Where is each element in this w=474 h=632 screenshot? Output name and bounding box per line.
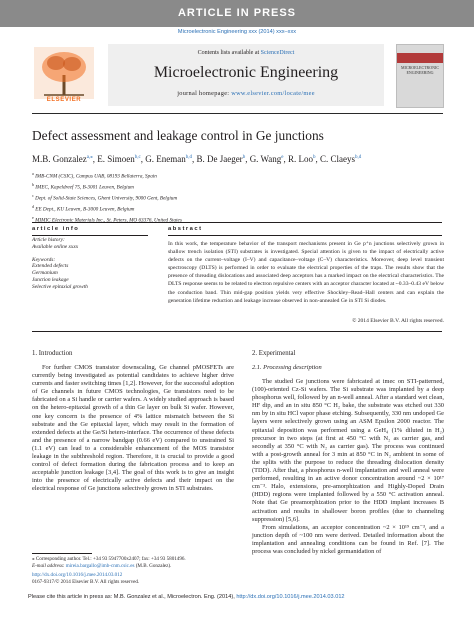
abstract-bottom-rule [32,331,442,332]
cite-this-article-line: Please cite this article in press as: M.B. Gonzalez et al., Microelectron. Eng. (2014), http://dx.doi.org/10.1016/j.mee.2014.03.012 [28,594,345,600]
article-info-panel [32,237,142,291]
footnote-rule [32,553,92,554]
abstract-sub-rule [168,235,442,236]
affiliation: $^e$ MIMIC Electronic Materials Inc., St. Peters, MO 63376, United States [32,214,182,224]
article-info-sub-rule [32,235,148,236]
journal-homepage-link[interactable]: www.elsevier.com/locate/mee [231,90,315,97]
cover-band [397,53,443,63]
experimental-paragraph: From simulations, an acceptor concentration ~2 × 10¹⁹ cm⁻³, and a junction depth of ~100 nm were derived. Detailed information about the implantation and annealing conditions can be found in Ref. [7]. The process was concluded by nickel germanidation of [252,523,444,555]
elsevier-tree-logo-icon [34,47,94,99]
article-info-top-rule [32,222,442,223]
history-value: Available online xxxx [32,243,79,250]
affiliation: $^b$ IMEC, Kapeldreef 75, B-3001 Leuven, Belgium [32,181,134,191]
keyword: Junction leakage [32,276,69,283]
email-link[interactable]: mireia.bargallo@imb-cnm.csic.es [65,562,135,569]
affiliations [32,170,442,225]
journal-masthead [32,41,443,114]
sciencedirect-link[interactable]: ScienceDirect [260,50,295,56]
intro-heading: 1. Introduction [32,350,73,357]
journal-cover-thumbnail [396,44,444,108]
intro-paragraph: For further CMOS transistor downscaling, Ge channel pMOSFETs are currently being investigated as potential candidates to achieve higher drive currents and faster switching times [1,2]. However, for the successful adoption of Ge channels in future CMOS technologies, Ge transistors need to be fabricated on a Si handle or carrier wafers. A widely studied approach is based on the hetero-epitaxial growth of a thin Ge layer on bulk Si wafer. However, one key concern is the presence of 4% lattice mismatch between the Si substrate and the Ge epitaxial layer, which may result in the formation of extended defects at the Ge/Si hetero-interface. The occurrence of these defects and the presence of a narrow bandgap (0.66 eV) compared to unstrained Si (1.1 eV) can lead to a considerable enhancement of the MOS transistor leakage in the subthreshold region. Therefore, it is crucial to provide a good control of defect formation during the fabrication process and to keep an acceptable junction leakage [3,4]. The goal of this work is to give an insight into the presence of electrically active defects and their impact on the electrical response of Ge junctions selectively grown in STI substrates. [32,364,234,493]
article-title: Defect assessment and leakage control in Ge junctions [32,128,324,143]
author: C. Claeys$^{b,d}$ [320,154,362,164]
author: G. Wang$^e$, [249,154,286,164]
article-in-press-banner: ARTICLE IN PRESS [0,0,474,27]
intro-body [32,364,234,494]
author: R. Loo$^b$, [288,154,318,164]
abstract-text: In this work, the temperature behavior of the transport mechanisms present in Ge p⁺n junctions selectively grown in shallow trench isolation (STI) substrates is investigated. Special attention is given to the impact of electrically active defects on the current–voltage (I–V) and capacitance–voltage (C–V) characteristics. Moreover, deep level transient spectroscopy (DLTS) is performed in order to evaluate the electrical properties of the traps. The results show that the presence of threading dislocations and associated deep acceptors has a marked impact on the electrical characteristics. The DLTS response seems to be related to electron repulsive centers with an acceptor character located at ~0.33–0.43 eV below the conduction band. Thin mid-gap position yields very effective Shockley–Read–Hall centers and can explain the generation lifetime reduction and leakage increase observed in non-annealed Ge in STI Si diodes. [168,241,444,304]
cover-title: MICROELECTRONIC ENGINEERING [401,65,439,75]
author-list [32,154,452,164]
keywords-label: Keywords: [32,256,56,263]
author: M.B. Gonzalez$^{a,⁎}$, [32,154,95,164]
elsevier-logo-text: ELSEVIER [46,97,82,103]
history-label: Article history: [32,237,65,243]
journal-name: Microelectronic Engineering [153,64,339,81]
experimental-paragraph: The studied Ge junctions were fabricated at imec on STI-patterned, (100)-oriented Cz-Si wafers. The Si substrate was implanted by a deep phosphorus well, followed by an n-well anneal. After a standard wet clean, HF dip, and an in situ 850 °C H₂ bake, the substrate was etched out 330 nm by in situ HCl vapor phase etching. Subsequently, 330 nm undoped Ge layers were selectively grown using an ASM Epsilon 2000 reactor. The epitaxial deposition was performed using a GeH₄ (1% diluted in H₂) precursor in two steps (at first at 450 °C with N₂ as carrier gas, and secondly at 350 °C with N₂ as carrier gas). The process was continued with a post-growth anneal for 3 min at 850 °C in N₂ ambient in some of the splits with the purpose to reduce the threading dislocation density (TDD). After that, a phosphorus n-well implantation and well anneal were performed, resulting in an active donor concentration around ~2 × 10¹⁷ cm⁻³. Halo, extensions, pre-amorphization and Highly-Doped Drain (HDD) regions were implanted followed by a 550 °C activation anneal. Note that Ge preamorphization prior to the HDD implant increases B activation and results in shallower boron profiles (due to channeling suppression) [5,6]. [252,378,444,523]
abstract-copyright: © 2014 Elsevier B.V. All rights reserved. [352,318,444,324]
keyword: Germanium [32,270,58,277]
experimental-heading: 2. Experimental [252,350,296,357]
corresponding-author-note: ⁎ Corresponding author. Tel.: +34 93 5947700x2407; fax: +34 93 5801496. [32,556,186,562]
email-line: E-mail address: mireia.bargallo@imb-cnm.csic.es (M.B. Gonzalez). [32,562,172,569]
keyword: Selective epitaxial growth [32,283,88,290]
cite-doi-link[interactable]: http://dx.doi.org/10.1016/j.mee.2014.03.012 [236,594,345,600]
processing-subheading: 2.1. Processing description [252,364,322,371]
contents-line: Contents lists available at ScienceDirect [197,50,295,56]
author: G. Eneman$^{b,d}$, [145,154,195,164]
issn-line: 0167-9317/© 2014 Elsevier B.V. All rights reserved. [32,578,140,585]
keyword: Extended defects [32,263,69,270]
affiliation: $^d$ EE Dept., KU Leuven, B-3000 Leuven, Belgium [32,203,135,213]
experimental-body [252,378,444,556]
affiliation: $^c$ Dept. of Solid-State Sciences, Ghent University, 9000 Gent, Belgium [32,192,178,202]
author: B. De Jaeger$^b$, [196,154,248,164]
journal-citation-header: Microelectronic Engineering xxx (2014) xxx–xxx [177,29,297,35]
author: E. Simoen$^{b,c}$, [97,154,143,164]
affiliation: $^a$ IMB-CNM (CSIC), Campus UAB, 08193 Bellaterra, Spain [32,171,157,180]
article-info-heading: article info [32,226,80,232]
abstract-heading: abstract [168,226,203,232]
journal-homepage-line: journal homepage: www.elsevier.com/locate/mee [177,90,315,97]
doi-link[interactable]: http://dx.doi.org/10.1016/j.mee.2014.03.012 [32,572,123,579]
journal-title-box [108,44,384,106]
footnote [32,556,252,585]
